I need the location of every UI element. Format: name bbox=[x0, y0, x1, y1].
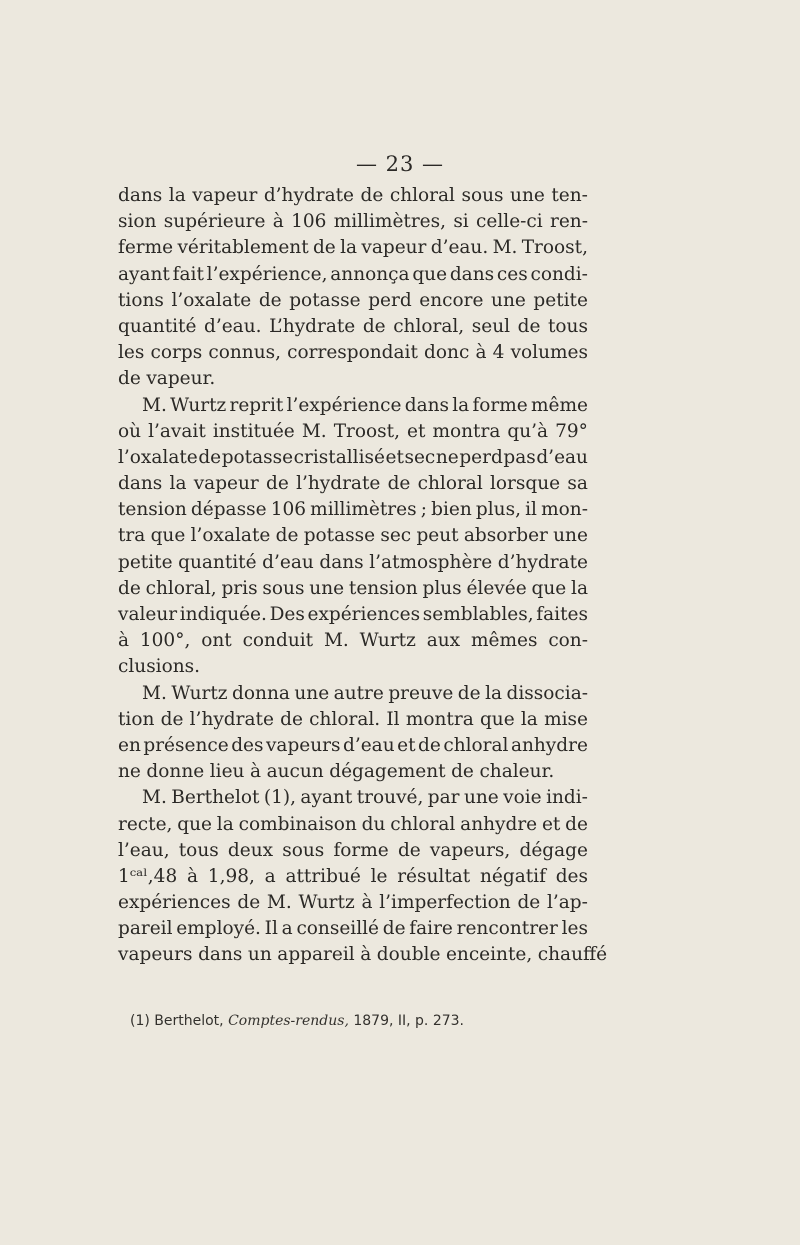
page-number: — 23 — bbox=[355, 152, 445, 176]
text-line: tions l’oxalate de potasse perd encore une petite bbox=[118, 289, 588, 311]
text-line: ne donne lieu à aucun dégagement de chaleur. bbox=[118, 761, 555, 783]
footnote-prefix: (1) Berthelot, bbox=[130, 1013, 224, 1029]
text-line: les corps connus, correspondait donc à 4 volumes bbox=[118, 342, 588, 364]
text-line: M. Wurtz donna une autre preuve de la dissocia- bbox=[142, 682, 588, 704]
text-line: de vapeur. bbox=[118, 368, 216, 390]
text-line: petite quantité d’eau dans l’atmosphère d’hydrate bbox=[118, 551, 588, 573]
text-line: recte, que la combinaison du chloral anhydre et de bbox=[118, 813, 588, 835]
text-line: dans la vapeur d’hydrate de chloral sous une ten- bbox=[118, 185, 588, 206]
text-line: quantité d’eau. L’hydrate de chloral, seul de tous bbox=[118, 315, 588, 337]
text-line: expériences de M. Wurtz à l’imperfection de l’ap- bbox=[118, 892, 588, 914]
text-line: M. Berthelot (1), ayant trouvé, par une voie indi- bbox=[142, 787, 588, 809]
text-line: où l’avait instituée M. Troost, et montra qu’à 79° bbox=[118, 420, 588, 442]
text-line: à 100°, ont conduit M. Wurtz aux mêmes con- bbox=[118, 630, 588, 652]
text-line: tension dépasse 106 millimètres ; bien plus, il mon- bbox=[118, 499, 588, 521]
text-line: ferme véritablement de la vapeur d’eau. M. Troost, bbox=[118, 237, 588, 259]
text-line: ayant fait l’expérience, annonça que dans ces condi- bbox=[118, 263, 588, 285]
text-line: tion de l’hydrate de chloral. Il montra que la mise bbox=[118, 708, 588, 730]
text-line: vapeurs dans un appareil à double enceinte, chauffé bbox=[118, 944, 608, 966]
text-line: M. Wurtz reprit l’expérience dans la forme même bbox=[142, 394, 588, 416]
footnote-suffix: 1879, II, p. 273. bbox=[353, 1013, 464, 1029]
text-line: dans la vapeur de l’hydrate de chloral lorsque sa bbox=[118, 473, 588, 495]
text-line: pareil employé. Il a conseillé de faire rencontrer les bbox=[118, 918, 588, 940]
text-line: valeur indiquée. Des expériences semblables, faites bbox=[118, 604, 588, 625]
text-line: l’oxalate de potasse cristallisé et sec ne perd pas d’eau bbox=[118, 446, 588, 468]
text-line: sion supérieure à 106 millimètres, si celle-ci ren- bbox=[118, 211, 588, 233]
text-line: l’eau, tous deux sous forme de vapeurs, dégage bbox=[118, 839, 588, 861]
text-line: en présence des vapeurs d’eau et de chloral anhydre bbox=[118, 734, 588, 756]
text-line: 1ᶜᵃˡ,48 à 1,98, a attribué le résultat négatif des bbox=[118, 865, 588, 887]
text-line: clusions. bbox=[118, 656, 201, 678]
footnote bbox=[130, 1013, 600, 1029]
text-line: de chloral, pris sous une tension plus élevée que la bbox=[118, 577, 588, 599]
text-line: tra que l’oxalate de potasse sec peut absorber une bbox=[118, 525, 588, 547]
body-text bbox=[118, 183, 608, 969]
footnote-title: Comptes-rendus, bbox=[228, 1013, 349, 1029]
